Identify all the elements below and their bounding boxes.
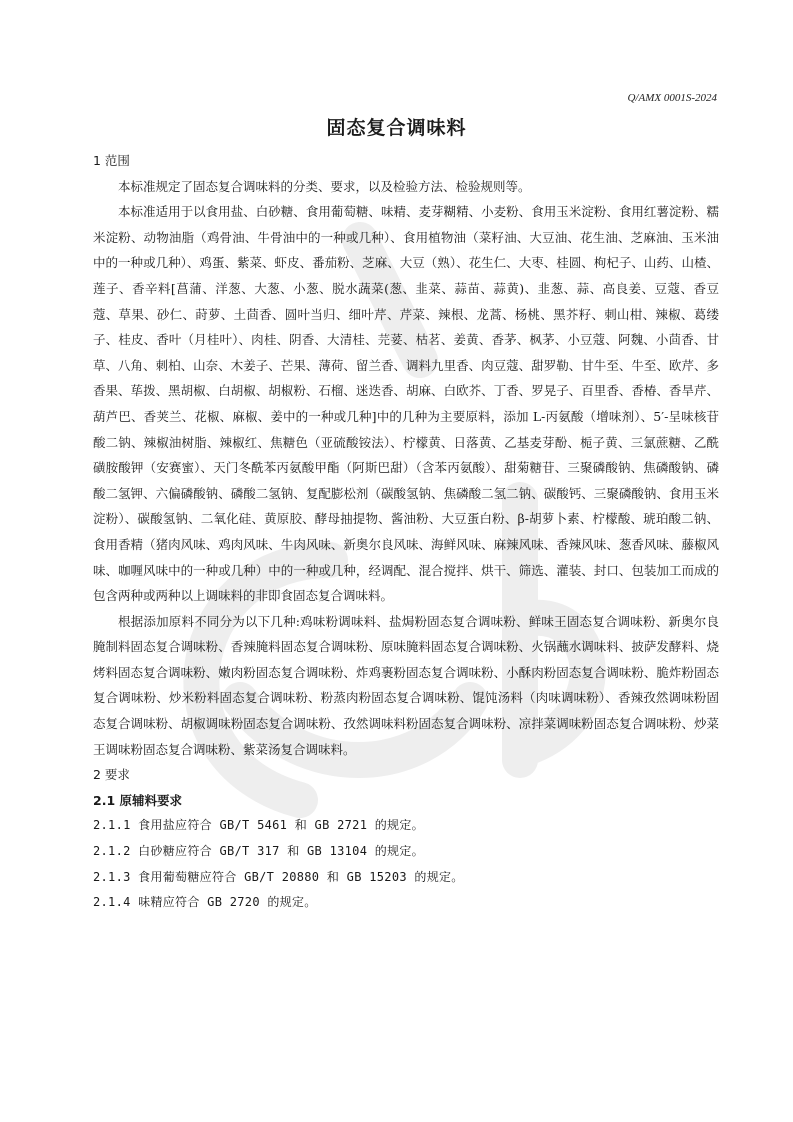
document-code: Q/AMX 0001S-2024 [627,92,717,104]
scope-paragraph-3: 根据添加原料不同分为以下几种:鸡味粉调味料、盐焗粉固态复合调味粉、鲜味王固态复合调味粉、新奥尔良腌制料固态复合调味粉、香辣腌料固态复合调味粉、原味腌料固态复合调味粉、火锅蘸水调味料、披萨发酵料、烧烤料固态复合调味粉、嫩肉粉固态复合调味粉、炸鸡裹粉固态复合调味粉、小酥肉粉固态复合调味粉、脆炸粉固态复合调味粉、炒米粉料固态复合调味粉、粉蒸肉粉固态复合调味粉、馄饨汤料（肉味调味粉）、香辣孜然调味粉固态复合调味粉、胡椒调味粉固态复合调味粉、孜然调味料粉固态复合调味粉、凉拌菜调味粉固态复合调味粉、炒菜王调味粉固态复合调味粉、紫菜汤复合调味料。 [93,613,719,757]
requirement-item: 2.1.2 白砂糖应符合 GB/T 317 和 GB 13104 的规定。 [93,844,424,859]
requirement-item: 2.1.1 食用盐应符合 GB/T 5461 和 GB 2721 的规定。 [93,818,424,833]
scope-paragraph-2: 本标准适用于以食用盐、白砂糖、食用葡萄糖、味精、麦芽糊精、小麦粉、食用玉米淀粉、食用红薯淀粉、糯米淀粉、动物油脂（鸡骨油、牛骨油中的一种或几种）、食用植物油（菜籽油、大豆油、花生油、芝麻油、玉米油中的一种或几种）、鸡蛋、紫菜、虾皮、番茄粉、芝麻、大豆（熟）、花生仁、大枣、桂圆、枸杞子、山药、山楂、莲子、香辛料[菖蒲、洋葱、大葱、小葱、脱水蔬菜(葱、韭菜、蒜苗、蒜黄)、韭葱、蒜、高良姜、豆蔻、香豆蔻、草果、砂仁、莳萝、土茴香、圆叶当归、细叶芹、芹菜、辣根、龙蒿、杨桃、黑芥籽、刺山柑、辣椒、葛缕子、桂皮、香叶（月桂叶）、肉桂、阴香、大清桂、芫荽、枯茗、姜黄、香茅、枫茅、小豆蔻、阿魏、小茴香、甘草、八角、刺柏、山奈、木姜子、芒果、薄荷、留兰香、调料九里香、肉豆蔻、甜罗勒、甘牛至、牛至、欧芹、多香果、荜拨、黑胡椒、白胡椒、胡椒粉、石榴、迷迭香、胡麻、白欧芥、丁香、罗晃子、百里香、香椿、香旱芹、葫芦巴、香荚兰、花椒、麻椒、姜中的一种或几种]中的几种为主要原料，添加 L-丙氨酸（增味剂）、5′-呈味核苷酸二钠、辣椒油树脂、辣椒红、焦糖色（亚硫酸铵法）、柠檬黄、日落黄、乙基麦芽酚、栀子黄、三氯蔗糖、乙酰磺胺酸钾（安赛蜜）、天门冬酰苯丙氨酸甲酯（阿斯巴甜）（含苯丙氨酸）、甜菊糖苷、三聚磷酸钠、焦磷酸钠、磷酸二氢钾、六偏磷酸钠、磷酸二氢钠、复配膨松剂（碳酸氢钠、焦磷酸二氢二钠、碳酸钙、三聚磷酸钠、食用玉米淀粉）、碳酸氢钠、二氧化硅、黄原胶、酵母抽提物、酱油粉、大豆蛋白粉、β-胡萝卜素、柠檬酸、琥珀酸二钠、食用香精（猪肉风味、鸡肉风味、牛肉风味、新奥尔良风味、海鲜风味、麻辣风味、香辣风味、葱香风味、藤椒风味、咖喱风味中的一种或几种）中的一种或几种，经调配、混合搅拌、烘干、筛选、灌装、封口、包装加工而成的包含两种或两种以上调味料的非即食固态复合调味料。 [93,204,719,604]
scope-paragraph-1: 本标准规定了固态复合调味料的分类、要求，以及检验方法、检验规则等。 [118,178,531,194]
requirement-item: 2.1.3 食用葡萄糖应符合 GB/T 20880 和 GB 15203 的规定。 [93,869,464,884]
subsection-heading-materials: 2.1 原辅料要求 [93,792,182,808]
document-body [93,148,719,916]
requirement-item: 2.1.4 味精应符合 GB 2720 的规定。 [93,895,317,910]
section-heading-requirements: 2 要求 [93,767,130,783]
document-title: 固态复合调味料 [326,117,467,139]
section-heading-scope: 1 范围 [93,153,130,168]
